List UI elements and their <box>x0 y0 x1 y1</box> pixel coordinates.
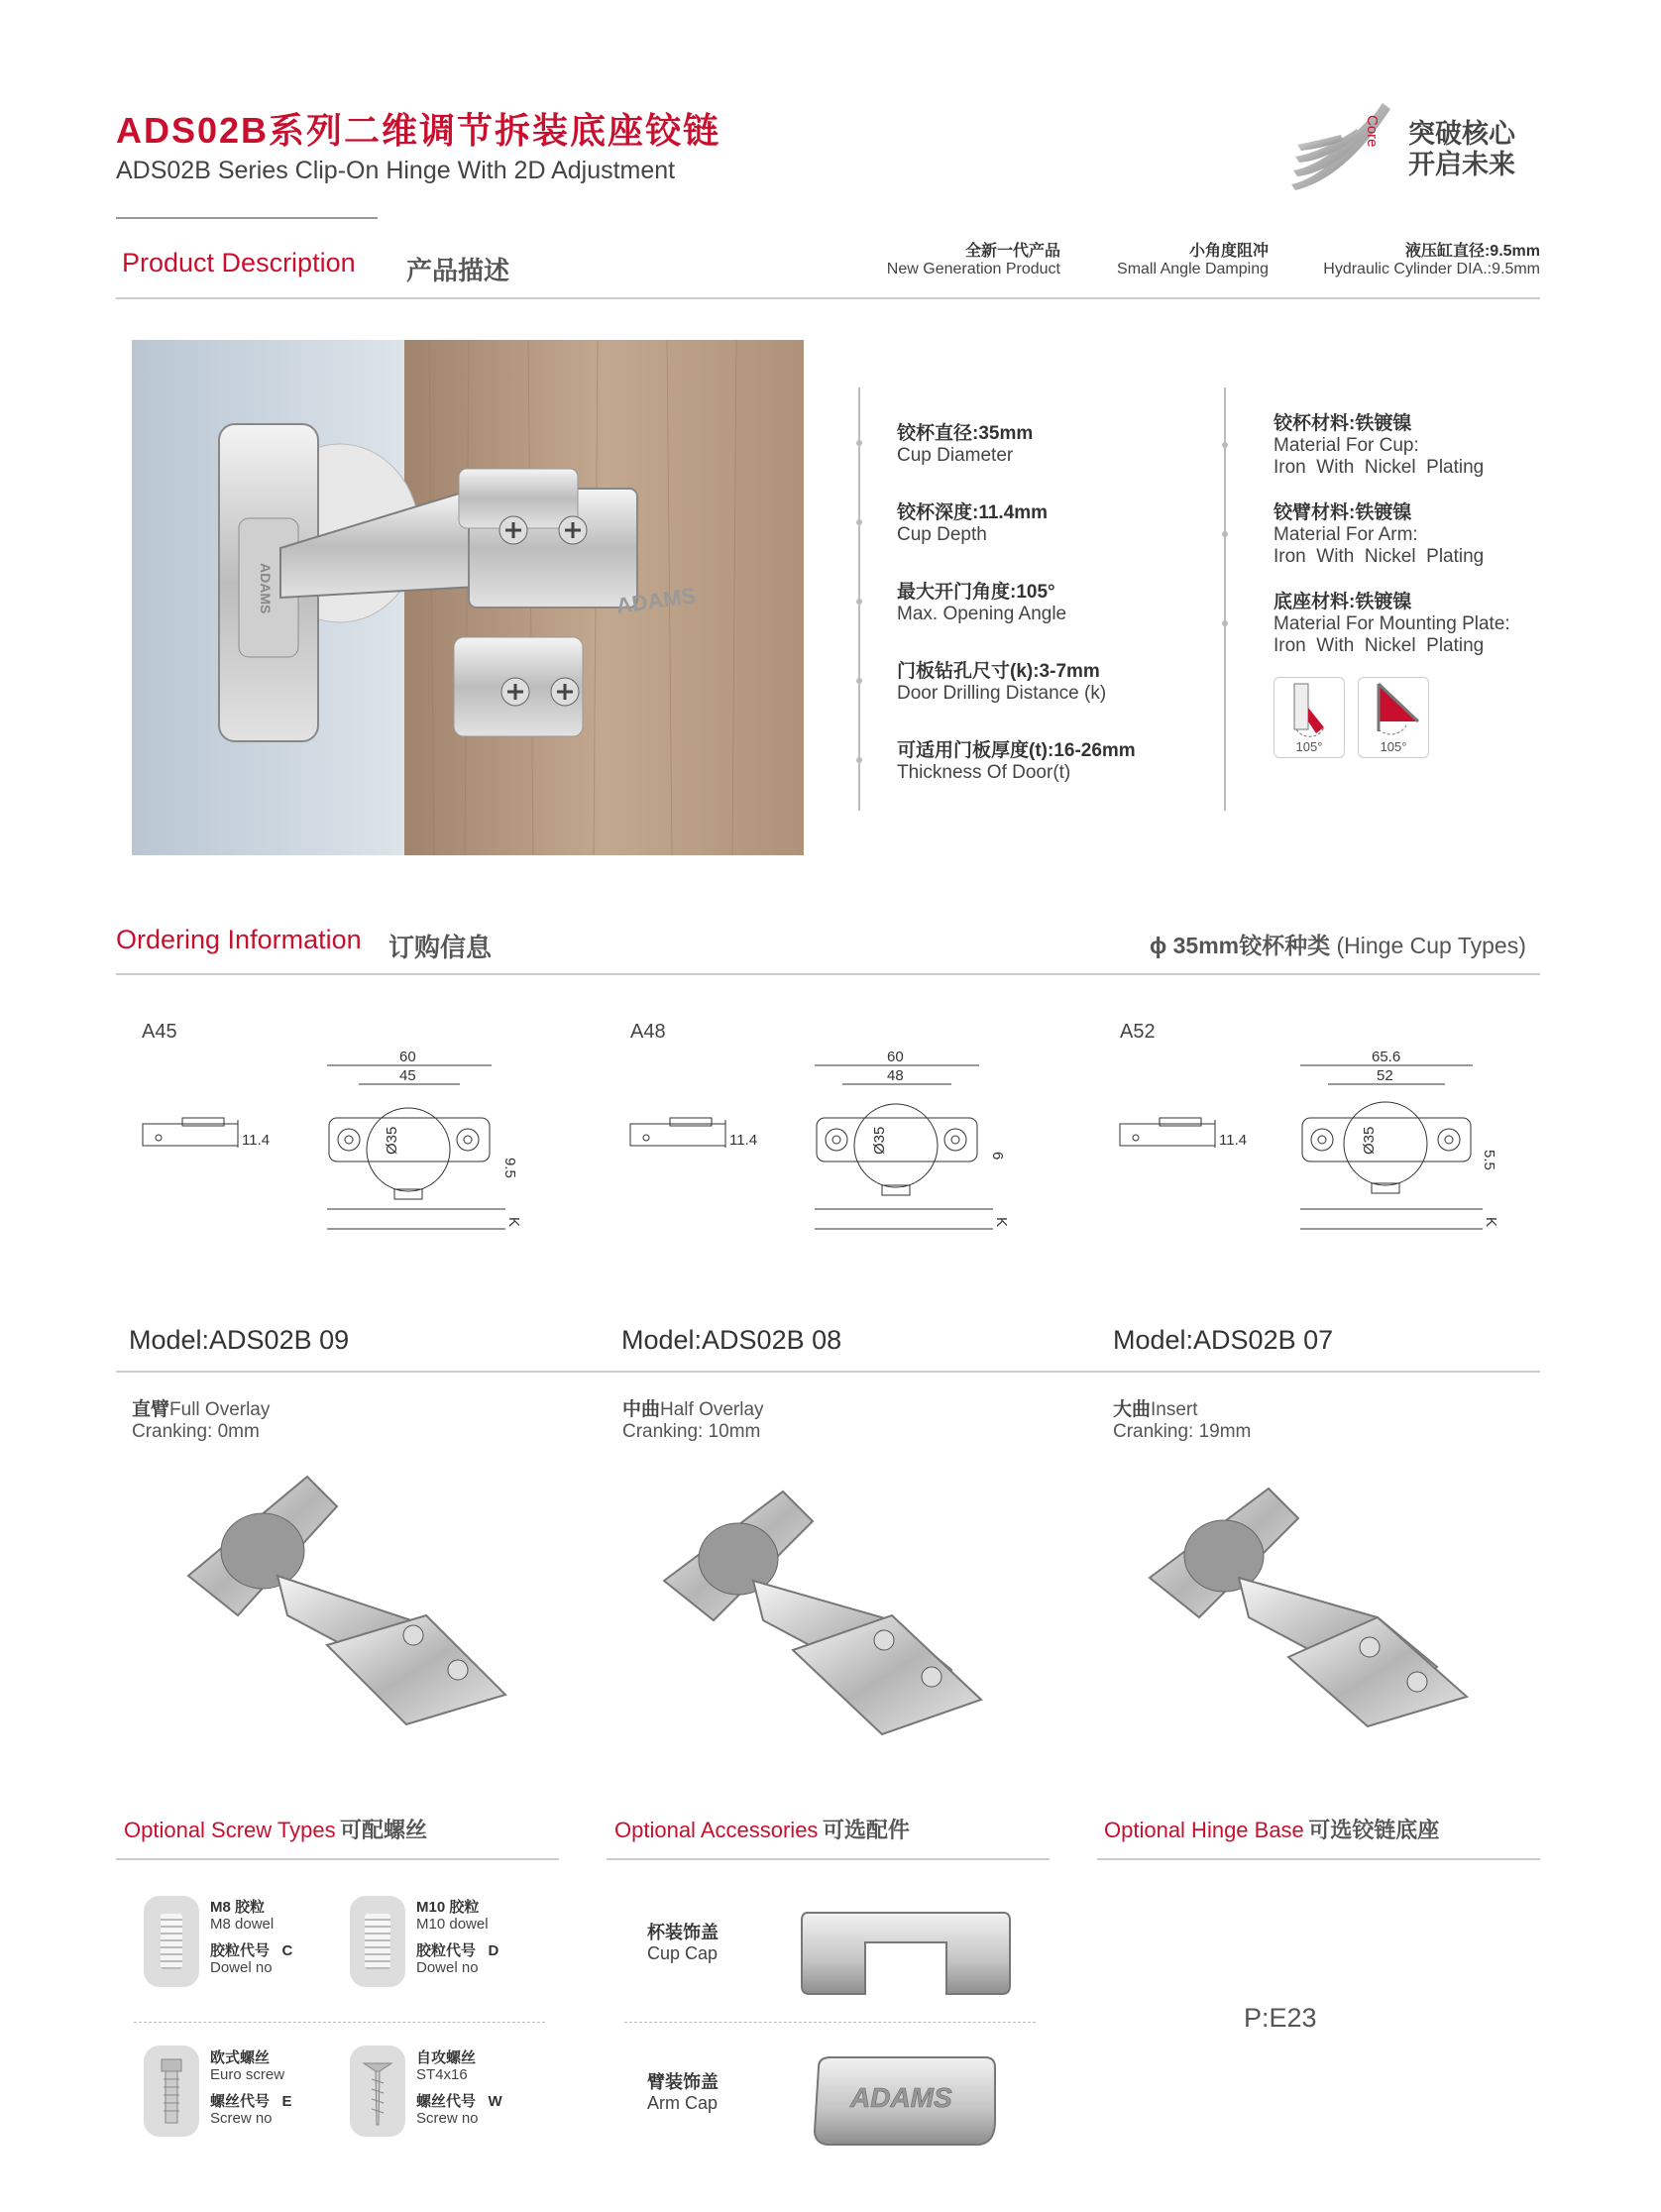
screw-m8 <box>210 1899 292 1976</box>
spec-divider-right <box>1224 387 1226 811</box>
spec-cn: 门板钻孔尺寸(k):3-7mm <box>897 661 1100 682</box>
heading-en: Optional Screw Types <box>124 1818 336 1842</box>
inner-label: 52 <box>1377 1067 1393 1084</box>
feature-en: Small Angle Damping <box>1117 261 1269 277</box>
feature-en: New Generation Product <box>886 261 1060 277</box>
spec-cn: 可适用门板厚度(t):16-26mm <box>897 740 1136 761</box>
spec-dot <box>856 440 862 446</box>
section-divider <box>607 1858 1050 1860</box>
section-divider <box>116 1858 559 1860</box>
type-cn: 中曲 <box>622 1399 661 1420</box>
section-divider <box>116 973 1540 975</box>
angle-label: 105° <box>1295 739 1323 754</box>
depth-label: 11.4 <box>1219 1132 1248 1149</box>
accessory-arm-cap <box>647 2072 719 2114</box>
drawing-a52 <box>1120 1049 1499 1229</box>
self-tapping-screw-icon <box>350 2046 405 2137</box>
spec-dot <box>856 519 862 525</box>
spec-drilling-distance <box>897 656 1106 705</box>
outer-label: 65.6 <box>1372 1049 1401 1065</box>
accessory-name-en: Cup Cap <box>647 1943 719 1963</box>
k-label: K <box>1483 1217 1499 1228</box>
photo-plate-text: ADAMS <box>258 563 274 614</box>
spec-cn: 铰杯直径:35mm <box>897 423 1034 444</box>
k-label: K <box>505 1217 522 1228</box>
dashed-divider <box>624 2022 1036 2023</box>
drawing-a45 <box>143 1049 522 1229</box>
photo-brand-text: ADAMS <box>614 582 698 618</box>
spec-cn: 铰臂材料:铁镀镍 <box>1273 502 1412 523</box>
product-photo <box>132 340 804 855</box>
screw-name-cn: M8 胶粒 <box>210 1899 266 1916</box>
screw-euro <box>210 2049 292 2127</box>
title-underline <box>116 217 378 219</box>
spec-cn: 铰杯材料:铁镀镍 <box>1273 413 1412 434</box>
code-label-cn: 胶粒代号 <box>416 1942 477 1959</box>
logo-slogan-line1: 突破核心 <box>1408 119 1515 149</box>
depth-label: 11.4 <box>729 1132 758 1149</box>
spec-cn: 最大开门角度:105° <box>897 582 1055 603</box>
arm-cap-brand: ADAMS <box>850 2082 952 2113</box>
code-label-cn: 螺丝代号 <box>210 2093 271 2110</box>
spec-plate-material <box>1273 587 1510 657</box>
product-description-heading-cn: 产品描述 <box>406 256 510 285</box>
drawing-a48 <box>630 1049 1010 1229</box>
spec-en: Iron With Nickel Plating <box>1273 457 1485 478</box>
model-07-title: Model:ADS02B 07 <box>1113 1325 1334 1355</box>
cup-types-label <box>1150 928 1526 960</box>
feature-damping <box>1070 238 1269 278</box>
diameter-label: Ø35 <box>871 1126 888 1155</box>
screw-name-en: M8 dowel <box>210 1916 275 1933</box>
spec-en: Material For Arm: <box>1273 524 1418 545</box>
type-en: Insert <box>1151 1399 1198 1420</box>
optional-screws-heading <box>124 1814 427 1844</box>
optional-base-heading <box>1104 1814 1439 1844</box>
spec-dot <box>856 599 862 605</box>
feature-cn: 小角度阻冲 <box>1188 243 1269 260</box>
side-label: 9.5 <box>501 1158 518 1178</box>
diameter-label: Ø35 <box>384 1126 400 1155</box>
spec-cn: 铰杯深度:11.4mm <box>897 502 1049 523</box>
spec-cup-material <box>1273 408 1484 479</box>
cranking-label: Cranking: 19mm <box>1113 1421 1252 1442</box>
page-title-en: ADS02B Series Clip-On Hinge With 2D Adjustment <box>116 157 676 184</box>
spec-dot <box>1222 531 1228 537</box>
code-label-en: Screw no <box>416 2110 479 2127</box>
code-label-cn: 胶粒代号 <box>210 1942 271 1959</box>
type-cn: 大曲 <box>1113 1399 1152 1420</box>
spec-en: Door Drilling Distance (k) <box>897 683 1107 704</box>
code-label-en: Dowel no <box>416 1959 479 1976</box>
code-label-en: Screw no <box>210 2110 273 2127</box>
code-value: C <box>281 1942 293 1959</box>
model-07-type <box>1113 1394 1251 1443</box>
section-divider <box>1097 1858 1540 1860</box>
screw-st4x16 <box>416 2049 502 2127</box>
spec-arm-material <box>1273 498 1484 568</box>
feature-cn: 全新一代产品 <box>964 243 1060 260</box>
logo-slogan <box>1408 119 1515 180</box>
spec-opening-angle <box>897 577 1066 625</box>
cup-drawings <box>129 1041 1556 1239</box>
code-value: W <box>488 2093 502 2110</box>
model-09-type <box>132 1394 270 1443</box>
screw-m10 <box>416 1899 498 1976</box>
type-cn: 直臂 <box>132 1399 170 1420</box>
type-en: Half Overlay <box>660 1399 764 1420</box>
diagram-title: A45 <box>142 1021 177 1043</box>
spec-en: Iron With Nickel Plating <box>1273 635 1485 656</box>
accessory-cup-cap <box>647 1923 719 1964</box>
heading-en: Optional Accessories <box>614 1818 819 1842</box>
spec-door-thickness <box>897 735 1136 784</box>
cup-types-cn: ϕ 35mm铰杯种类 <box>1150 933 1331 958</box>
type-en: Full Overlay <box>169 1399 271 1420</box>
inner-label: 45 <box>399 1067 416 1084</box>
cup-cap-image <box>798 1903 1014 2002</box>
spec-dot <box>856 678 862 684</box>
cup-types-en: (Hinge Cup Types) <box>1336 933 1526 958</box>
code-value: D <box>488 1942 499 1959</box>
heading-cn: 可选配件 <box>822 1818 910 1842</box>
ordering-heading: Ordering Information <box>116 925 362 954</box>
model-09-title: Model:ADS02B 09 <box>129 1325 350 1355</box>
accessory-name-cn: 杯装饰盖 <box>647 1923 719 1942</box>
core-logo-icon <box>1291 99 1400 190</box>
arm-cap-image <box>811 2051 999 2151</box>
dashed-divider <box>134 2022 545 2023</box>
page-number: P:E23 <box>1244 2003 1317 2033</box>
model-08-title: Model:ADS02B 08 <box>621 1325 842 1355</box>
spec-en: Cup Depth <box>897 524 987 545</box>
ordering-heading-cn: 订购信息 <box>388 933 493 962</box>
accessory-name-cn: 臂装饰盖 <box>647 2072 719 2092</box>
screw-name-cn: 自攻螺丝 <box>416 2049 477 2066</box>
opening-angle-icon <box>1273 677 1345 758</box>
diagram-title: A48 <box>630 1021 666 1043</box>
spec-en: Iron With Nickel Plating <box>1273 546 1485 567</box>
logo-word: Core <box>1364 115 1381 148</box>
screw-name-cn: 欧式螺丝 <box>210 2049 271 2066</box>
outer-label: 60 <box>887 1049 904 1065</box>
code-value: E <box>281 2093 292 2110</box>
dowel-icon <box>350 1896 405 1987</box>
spec-en: Thickness Of Door(t) <box>897 762 1071 783</box>
spec-en: Cup Diameter <box>897 445 1014 466</box>
feature-cylinder <box>1278 238 1540 278</box>
feature-en: Hydraulic Cylinder DIA.:9.5mm <box>1323 261 1540 277</box>
screw-name-cn: M10 胶粒 <box>416 1899 480 1916</box>
euro-screw-icon <box>144 2046 199 2137</box>
hinge-image-09 <box>178 1467 525 1744</box>
optional-accessories-heading <box>614 1814 910 1844</box>
screw-name-en: ST4x16 <box>416 2066 468 2083</box>
cranking-label: Cranking: 0mm <box>132 1421 260 1442</box>
spec-dot <box>856 757 862 763</box>
accessory-name-en: Arm Cap <box>647 2093 719 2113</box>
cranking-label: Cranking: 10mm <box>622 1421 761 1442</box>
inner-label: 48 <box>887 1067 904 1084</box>
feature-cn: 液压缸直径:9.5mm <box>1404 243 1540 260</box>
feature-new-generation <box>862 238 1060 278</box>
code-label-en: Dowel no <box>210 1959 273 1976</box>
page-title-cn: ADS02B系列二维调节拆装底座铰链 <box>116 110 721 151</box>
diagram-title: A52 <box>1120 1021 1156 1043</box>
hinge-image-07 <box>1140 1479 1487 1756</box>
diameter-label: Ø35 <box>1361 1126 1378 1155</box>
code-label-cn: 螺丝代号 <box>416 2093 477 2110</box>
logo-slogan-line2: 开启未来 <box>1408 150 1515 179</box>
spec-dot <box>1222 442 1228 448</box>
spec-en: Max. Opening Angle <box>897 604 1067 624</box>
heading-cn: 可配螺丝 <box>340 1818 428 1842</box>
spec-dot <box>1222 620 1228 626</box>
heading-en: Optional Hinge Base <box>1104 1818 1304 1842</box>
spec-en: Material For Mounting Plate: <box>1273 613 1510 634</box>
model-08-type <box>622 1394 764 1443</box>
side-label: 6 <box>989 1152 1006 1161</box>
opening-angle-icon <box>1358 677 1429 758</box>
heading-cn: 可选铰链底座 <box>1308 1818 1440 1842</box>
outer-label: 60 <box>399 1049 416 1065</box>
spec-cup-diameter <box>897 418 1033 467</box>
screw-name-en: M10 dowel <box>416 1916 489 1933</box>
dowel-icon <box>144 1896 199 1987</box>
side-label: 5.5 <box>1481 1150 1497 1170</box>
screw-name-en: Euro screw <box>210 2066 285 2083</box>
section-divider <box>116 297 1540 299</box>
hinge-image-08 <box>654 1482 1001 1759</box>
spec-cup-depth <box>897 498 1048 546</box>
angle-label: 105° <box>1380 739 1407 754</box>
spec-en: Material For Cup: <box>1273 435 1419 456</box>
product-description-heading: Product Description <box>122 248 356 277</box>
section-divider <box>116 1371 1540 1373</box>
depth-label: 11.4 <box>242 1132 271 1149</box>
k-label: K <box>993 1217 1010 1228</box>
spec-cn: 底座材料:铁镀镍 <box>1273 592 1412 612</box>
